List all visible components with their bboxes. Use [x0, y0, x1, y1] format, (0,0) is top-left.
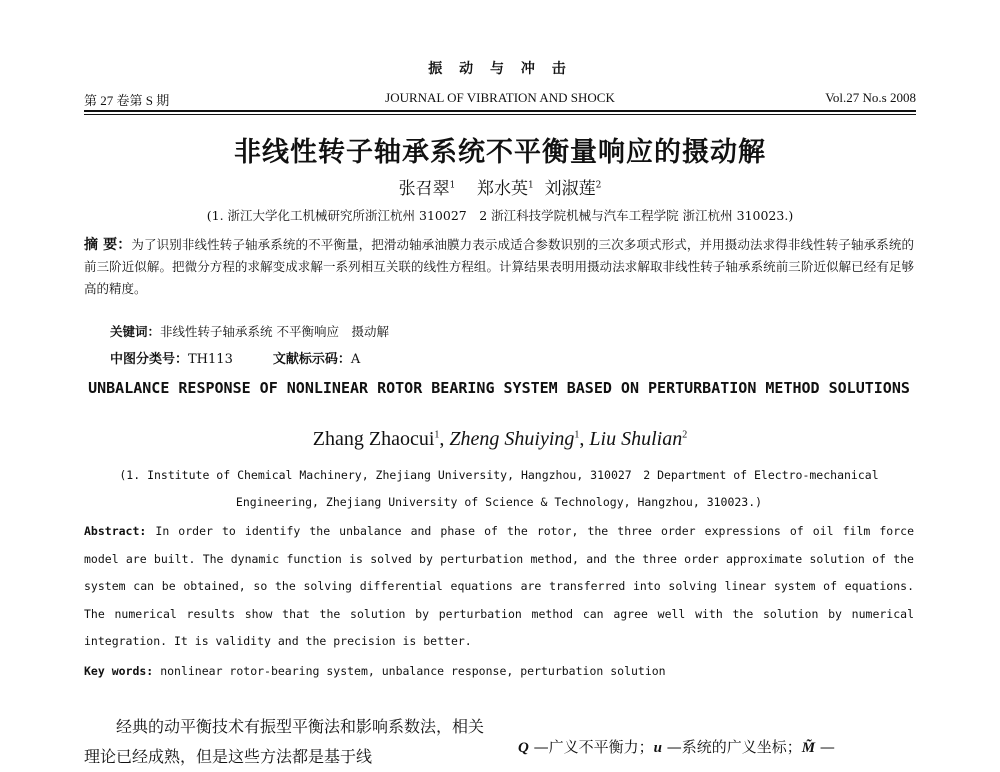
- author-en-1: Zhang Zhaocui: [312, 428, 435, 450]
- author-cn-1-sup: 1: [449, 180, 456, 191]
- clc-label: 中图分类号：: [110, 352, 189, 367]
- author-en-3: Liu Shulian: [589, 428, 683, 450]
- abstract-cn: [84, 234, 914, 300]
- clc-value: TH113: [188, 352, 233, 367]
- abstract-en-label: Abstract:: [84, 524, 147, 538]
- affiliation-cn: (1. 浙江大学化工机械研究所浙江杭州 310027 2 浙江科技学院机械与汽车工程学院 浙江杭州 310023.): [206, 208, 794, 223]
- keywords-cn-label: 关键词：: [110, 324, 161, 339]
- keywords-en-label: Key words:: [84, 664, 154, 678]
- symbol-m: M̃: [801, 740, 816, 756]
- paper-title-en: UNBALANCE RESPONSE OF NONLINEAR ROTOR BEARING SYSTEM BASED ON PERTURBATION METHOD SOLUTIONS: [88, 379, 910, 397]
- body-right-column: Q —广义不平衡力；u —系统的广义坐标；M̃ —: [518, 738, 835, 756]
- abstract-cn-label: 摘 要：: [84, 237, 132, 253]
- author-cn-3-sup: 2: [595, 180, 602, 191]
- authors-en: Zhang Zhaocui$^1$, Zheng Shuiying$^1$, Liu Shulian$^2$: [312, 428, 688, 450]
- abstract-cn-text: 为了识别非线性转子轴承系统的不平衡量，把滑动轴承油膜力表示成适合参数识别的三次多项式形式，并用摄动法求得非线性转子轴承系统的前三阶近似解。把微分方程的求解变成求解一系列相互关联的线性方程组。计算结果表明用摄动法求解取非线性转子轴承系统前三阶近似解已经有足够高的精度。: [84, 237, 914, 296]
- doc-code-label: 文献标示码：: [272, 352, 351, 367]
- paper-title-cn: 非线性转子轴承系统不平衡量响应的摄动解: [234, 137, 766, 168]
- journal-title-cn: 振 动 与 冲 击: [428, 61, 572, 77]
- author-en-3-sup: 2: [682, 429, 688, 441]
- keywords-cn-text: 非线性转子轴承系统 不平衡响应 摄动解: [160, 324, 389, 339]
- body-left-column: 经典的动平衡技术有振型平衡法和影响系数法，相关理论已经成熟，但是这些方法都是基于线: [84, 717, 485, 766]
- author-en-2-sup: 1: [574, 429, 580, 441]
- journal-title-en: JOURNAL OF VIBRATION AND SHOCK: [385, 90, 615, 105]
- volume-cn: 第 27 卷第 S 期: [84, 93, 170, 108]
- author-cn-3: 刘淑莲: [544, 179, 596, 199]
- header-rule-thin: [84, 114, 916, 115]
- author-cn-2: 郑水英: [477, 179, 529, 199]
- volume-en: Vol.27 No.s 2008: [825, 90, 916, 105]
- symbol-u: u: [653, 740, 662, 756]
- author-en-2: Zheng Shuiying: [449, 428, 575, 450]
- keywords-en-text: nonlinear rotor-bearing system, unbalance response, perturbation solution: [160, 664, 666, 678]
- authors-cn: [0, 174, 1000, 199]
- doc-code-value: A: [350, 352, 361, 367]
- author-cn-1: 张召翠: [398, 179, 450, 199]
- keywords-en: [84, 664, 914, 678]
- affiliation-en: (1. Institute of Chemical Machinery, Zhejiang University, Hangzhou, 310027 2 Department of Electro-mechanical Engineering, Zhejiang University of Science & Technology, Hangzhou, 310023.): [119, 468, 879, 509]
- header-rule-thick: [84, 110, 916, 112]
- author-cn-2-sup: 1: [528, 180, 534, 191]
- abstract-en: [84, 518, 914, 656]
- classification-line: [110, 348, 360, 367]
- author-en-1-sup: 1: [434, 429, 440, 441]
- symbol-q: Q: [518, 740, 529, 756]
- running-header: [84, 90, 916, 108]
- abstract-en-text: In order to identify the unbalance and phase of the rotor, the three order expressions of oil film force model are built. The dynamic function is solved by perturbation method, and the three order approximate solution of the system can be obtained, so the solving differential equations are transferred into solving linear system of equations. The numerical results show that the solution by perturbation method can agree well with the solution by numerical integration. It is validity and the precision is better.: [84, 524, 914, 649]
- keywords-cn: [110, 322, 389, 340]
